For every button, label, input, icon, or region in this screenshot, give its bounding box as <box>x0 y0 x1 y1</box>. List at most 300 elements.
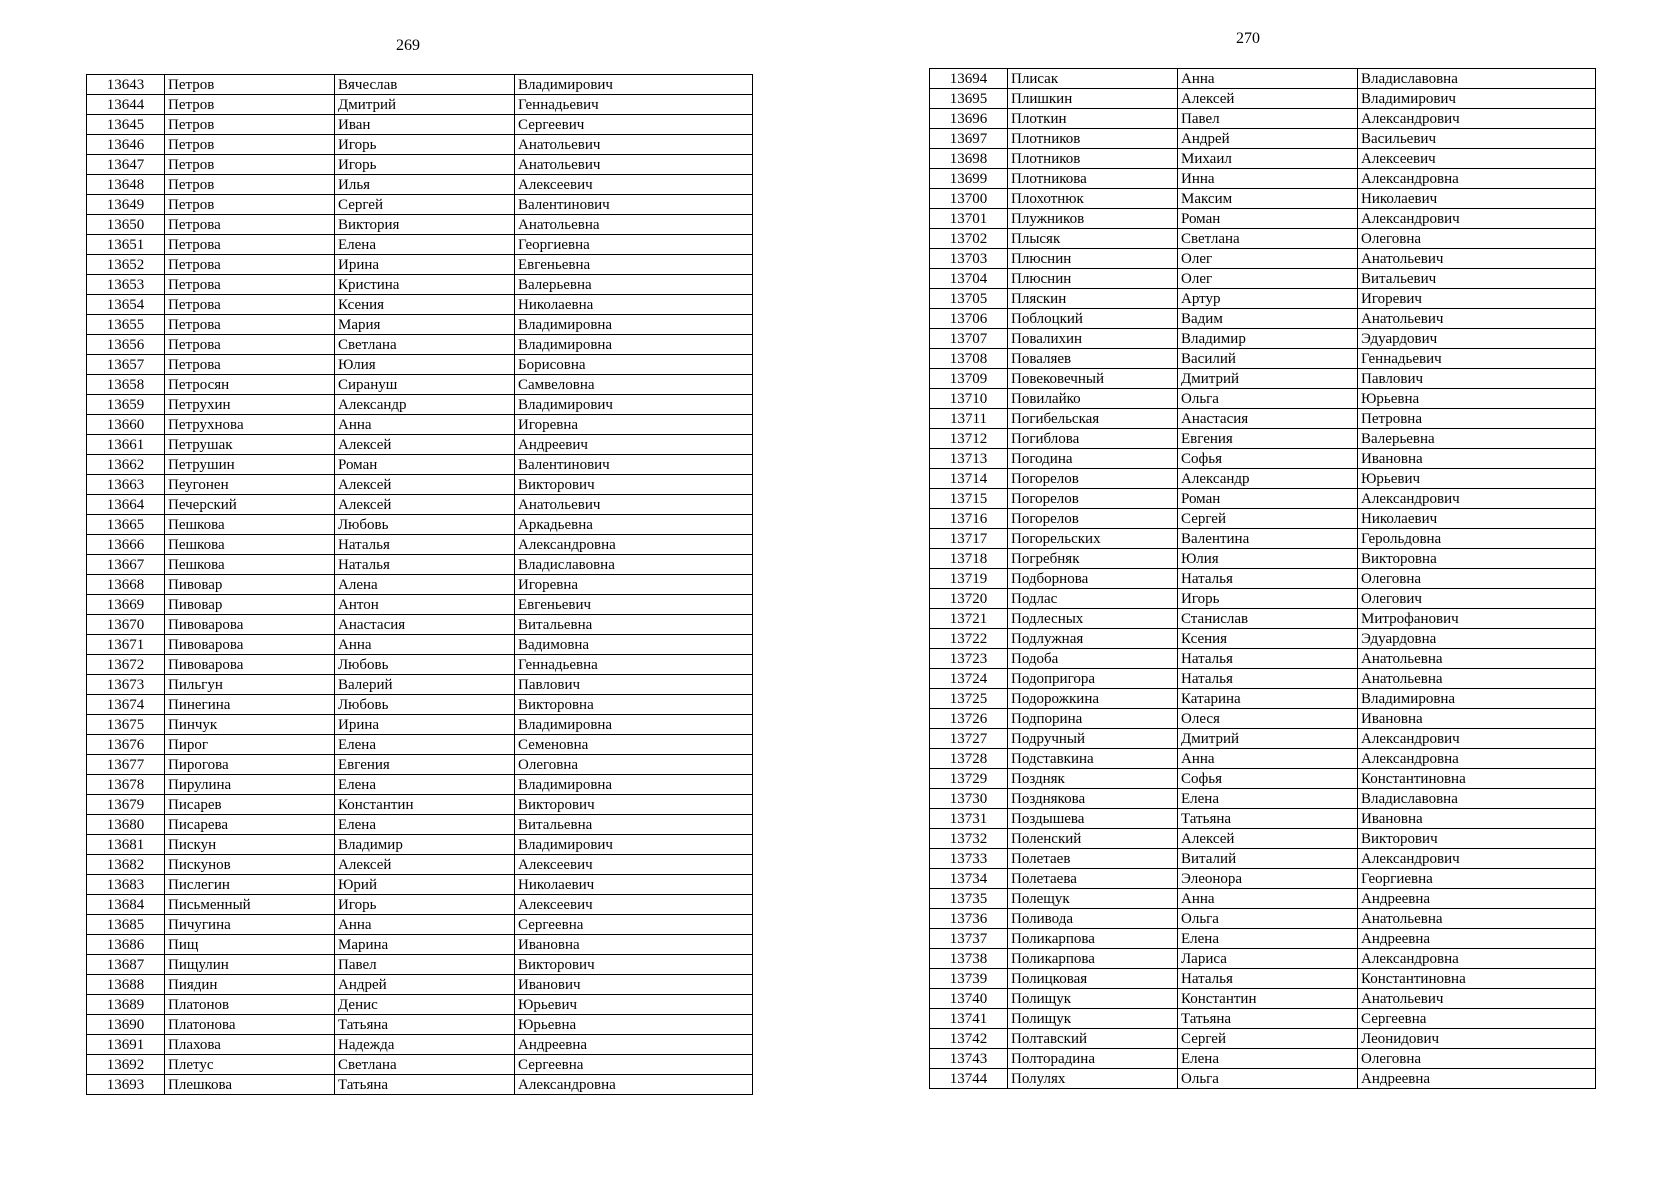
patronymic-cell: Игоревна <box>515 415 753 435</box>
first-name-cell: Юрий <box>335 875 515 895</box>
patronymic-cell: Анатольевич <box>1358 989 1596 1009</box>
record-number-cell: 13728 <box>930 749 1008 769</box>
first-name-cell: Лариса <box>1178 949 1358 969</box>
first-name-cell: Александр <box>1178 469 1358 489</box>
first-name-cell: Роман <box>1178 209 1358 229</box>
record-number-cell: 13698 <box>930 149 1008 169</box>
table-row <box>87 895 753 915</box>
patronymic-cell: Валентинович <box>515 455 753 475</box>
first-name-cell: Константин <box>1178 989 1358 1009</box>
first-name-cell: Андрей <box>1178 129 1358 149</box>
record-number-cell: 13704 <box>930 269 1008 289</box>
first-name-cell: Дмитрий <box>335 95 515 115</box>
record-number-cell: 13693 <box>87 1075 165 1095</box>
patronymic-cell: Викторовна <box>515 695 753 715</box>
record-number-cell: 13687 <box>87 955 165 975</box>
first-name-cell: Евгения <box>335 755 515 775</box>
surname-cell: Пивоварова <box>165 635 335 655</box>
table-row <box>930 469 1596 489</box>
surname-cell: Пивовар <box>165 595 335 615</box>
record-number-cell: 13715 <box>930 489 1008 509</box>
record-number-cell: 13741 <box>930 1009 1008 1029</box>
record-number-cell: 13706 <box>930 309 1008 329</box>
first-name-cell: Ксения <box>1178 629 1358 649</box>
table-row <box>87 75 753 95</box>
patronymic-cell: Валерьевна <box>1358 429 1596 449</box>
table-row <box>930 769 1596 789</box>
record-number-cell: 13719 <box>930 569 1008 589</box>
first-name-cell: Ирина <box>335 255 515 275</box>
first-name-cell: Кристина <box>335 275 515 295</box>
record-number-cell: 13664 <box>87 495 165 515</box>
surname-cell: Поздышева <box>1008 809 1178 829</box>
surname-cell: Петрова <box>165 335 335 355</box>
surname-cell: Полтавский <box>1008 1029 1178 1049</box>
patronymic-cell: Олеговна <box>1358 229 1596 249</box>
surname-cell: Пищулин <box>165 955 335 975</box>
patronymic-cell: Сергеевна <box>515 1055 753 1075</box>
first-name-cell: Олег <box>1178 269 1358 289</box>
surname-cell: Погорелов <box>1008 489 1178 509</box>
surname-cell: Писарева <box>165 815 335 835</box>
table-row <box>930 389 1596 409</box>
patronymic-cell: Анатольевна <box>1358 649 1596 669</box>
patronymic-cell: Викторович <box>515 475 753 495</box>
patronymic-cell: Юрьевна <box>515 1015 753 1035</box>
table-row <box>930 89 1596 109</box>
table-row <box>930 669 1596 689</box>
surname-cell: Полещук <box>1008 889 1178 909</box>
patronymic-cell: Евгеньевич <box>515 595 753 615</box>
first-name-cell: Иван <box>335 115 515 135</box>
table-row <box>930 429 1596 449</box>
patronymic-cell: Анатольевич <box>1358 249 1596 269</box>
patronymic-cell: Викторовна <box>1358 549 1596 569</box>
first-name-cell: Игорь <box>335 895 515 915</box>
surname-cell: Подопригора <box>1008 669 1178 689</box>
surname-cell: Полторадина <box>1008 1049 1178 1069</box>
surname-cell: Петросян <box>165 375 335 395</box>
patronymic-cell: Константиновна <box>1358 969 1596 989</box>
first-name-cell: Анна <box>335 915 515 935</box>
patronymic-cell: Олегович <box>1358 589 1596 609</box>
patronymic-cell: Павлович <box>515 675 753 695</box>
table-row <box>930 349 1596 369</box>
record-number-cell: 13679 <box>87 795 165 815</box>
surname-cell: Пищ <box>165 935 335 955</box>
record-number-cell: 13701 <box>930 209 1008 229</box>
first-name-cell: Артур <box>1178 289 1358 309</box>
surname-cell: Пинчук <box>165 715 335 735</box>
patronymic-cell: Васильевич <box>1358 129 1596 149</box>
table-row <box>930 609 1596 629</box>
surname-cell: Погибельская <box>1008 409 1178 429</box>
first-name-cell: Алексей <box>335 495 515 515</box>
patronymic-cell: Владимировна <box>515 775 753 795</box>
first-name-cell: Светлана <box>335 1055 515 1075</box>
table-row <box>87 135 753 155</box>
patronymic-cell: Николаевна <box>515 295 753 315</box>
record-number-cell: 13720 <box>930 589 1008 609</box>
surname-cell: Подборнова <box>1008 569 1178 589</box>
surname-cell: Пислегин <box>165 875 335 895</box>
surname-cell: Плотников <box>1008 149 1178 169</box>
first-name-cell: Софья <box>1178 769 1358 789</box>
first-name-cell: Олег <box>1178 249 1358 269</box>
table-row <box>87 1015 753 1035</box>
first-name-cell: Мария <box>335 315 515 335</box>
surname-cell: Петрушин <box>165 455 335 475</box>
surname-cell: Полетаев <box>1008 849 1178 869</box>
record-number-cell: 13673 <box>87 675 165 695</box>
table-row <box>87 915 753 935</box>
record-number-cell: 13733 <box>930 849 1008 869</box>
patronymic-cell: Валерьевна <box>515 275 753 295</box>
record-number-cell: 13740 <box>930 989 1008 1009</box>
patronymic-cell: Леонидович <box>1358 1029 1596 1049</box>
surname-cell: Пешкова <box>165 535 335 555</box>
first-name-cell: Сергей <box>335 195 515 215</box>
table-row <box>930 989 1596 1009</box>
patronymic-cell: Петровна <box>1358 409 1596 429</box>
surname-cell: Печерский <box>165 495 335 515</box>
table-row <box>930 329 1596 349</box>
table-row <box>930 589 1596 609</box>
record-number-cell: 13723 <box>930 649 1008 669</box>
first-name-cell: Виталий <box>1178 849 1358 869</box>
first-name-cell: Наталья <box>335 535 515 555</box>
patronymic-cell: Владимировна <box>1358 689 1596 709</box>
table-row <box>930 869 1596 889</box>
surname-cell: Плетус <box>165 1055 335 1075</box>
table-row <box>930 189 1596 209</box>
table-row <box>87 1035 753 1055</box>
first-name-cell: Валентина <box>1178 529 1358 549</box>
patronymic-cell: Александрович <box>1358 849 1596 869</box>
table-row <box>87 835 753 855</box>
record-number-cell: 13683 <box>87 875 165 895</box>
surname-cell: Поликарпова <box>1008 949 1178 969</box>
surname-cell: Пешкова <box>165 555 335 575</box>
table-row <box>87 335 753 355</box>
record-number-cell: 13668 <box>87 575 165 595</box>
patronymic-cell: Семеновна <box>515 735 753 755</box>
table-row <box>87 155 753 175</box>
patronymic-cell: Ивановна <box>515 935 753 955</box>
record-number-cell: 13653 <box>87 275 165 295</box>
surname-cell: Подпорина <box>1008 709 1178 729</box>
right-register-table <box>929 68 1596 1089</box>
first-name-cell: Максим <box>1178 189 1358 209</box>
first-name-cell: Константин <box>335 795 515 815</box>
record-number-cell: 13652 <box>87 255 165 275</box>
record-number-cell: 13737 <box>930 929 1008 949</box>
surname-cell: Плотников <box>1008 129 1178 149</box>
table-row <box>930 749 1596 769</box>
record-number-cell: 13663 <box>87 475 165 495</box>
first-name-cell: Алексей <box>335 435 515 455</box>
table-row <box>930 889 1596 909</box>
record-number-cell: 13711 <box>930 409 1008 429</box>
first-name-cell: Павел <box>335 955 515 975</box>
patronymic-cell: Игоревич <box>1358 289 1596 309</box>
surname-cell: Петрова <box>165 355 335 375</box>
patronymic-cell: Владиславовна <box>1358 69 1596 89</box>
patronymic-cell: Ивановна <box>1358 809 1596 829</box>
surname-cell: Плысяк <box>1008 229 1178 249</box>
first-name-cell: Денис <box>335 995 515 1015</box>
table-row <box>930 409 1596 429</box>
first-name-cell: Анастасия <box>335 615 515 635</box>
table-row <box>87 535 753 555</box>
patronymic-cell: Алексеевич <box>515 895 753 915</box>
first-name-cell: Алена <box>335 575 515 595</box>
surname-cell: Петрова <box>165 255 335 275</box>
patronymic-cell: Олеговна <box>515 755 753 775</box>
table-row <box>930 549 1596 569</box>
table-row <box>930 929 1596 949</box>
record-number-cell: 13666 <box>87 535 165 555</box>
table-row <box>87 995 753 1015</box>
surname-cell: Погорельских <box>1008 529 1178 549</box>
table-row <box>87 1075 753 1095</box>
table-row <box>930 449 1596 469</box>
first-name-cell: Анна <box>335 635 515 655</box>
record-number-cell: 13703 <box>930 249 1008 269</box>
patronymic-cell: Александровна <box>515 1075 753 1095</box>
record-number-cell: 13675 <box>87 715 165 735</box>
patronymic-cell: Андреевна <box>1358 929 1596 949</box>
patronymic-cell: Юрьевна <box>1358 389 1596 409</box>
first-name-cell: Татьяна <box>335 1075 515 1095</box>
first-name-cell: Алексей <box>335 855 515 875</box>
surname-cell: Петров <box>165 195 335 215</box>
table-row <box>87 815 753 835</box>
record-number-cell: 13736 <box>930 909 1008 929</box>
surname-cell: Плюснин <box>1008 269 1178 289</box>
first-name-cell: Любовь <box>335 695 515 715</box>
first-name-cell: Василий <box>1178 349 1358 369</box>
table-row <box>930 249 1596 269</box>
first-name-cell: Елена <box>335 815 515 835</box>
first-name-cell: Андрей <box>335 975 515 995</box>
first-name-cell: Инна <box>1178 169 1358 189</box>
first-name-cell: Ксения <box>335 295 515 315</box>
patronymic-cell: Николаевич <box>515 875 753 895</box>
record-number-cell: 13717 <box>930 529 1008 549</box>
table-row <box>930 269 1596 289</box>
table-row <box>930 309 1596 329</box>
first-name-cell: Елена <box>1178 789 1358 809</box>
patronymic-cell: Герольдовна <box>1358 529 1596 549</box>
record-number-cell: 13744 <box>930 1069 1008 1089</box>
record-number-cell: 13716 <box>930 509 1008 529</box>
surname-cell: Петрова <box>165 275 335 295</box>
first-name-cell: Антон <box>335 595 515 615</box>
record-number-cell: 13661 <box>87 435 165 455</box>
table-row <box>87 315 753 335</box>
surname-cell: Петрухин <box>165 395 335 415</box>
patronymic-cell: Олеговна <box>1358 569 1596 589</box>
surname-cell: Повалихин <box>1008 329 1178 349</box>
surname-cell: Пичугина <box>165 915 335 935</box>
surname-cell: Поздняк <box>1008 769 1178 789</box>
table-row <box>87 495 753 515</box>
first-name-cell: Владимир <box>335 835 515 855</box>
record-number-cell: 13735 <box>930 889 1008 909</box>
first-name-cell: Роман <box>1178 489 1358 509</box>
surname-cell: Плужников <box>1008 209 1178 229</box>
table-row <box>87 595 753 615</box>
first-name-cell: Дмитрий <box>1178 729 1358 749</box>
first-name-cell: Анастасия <box>1178 409 1358 429</box>
table-row <box>87 475 753 495</box>
patronymic-cell: Андреевна <box>515 1035 753 1055</box>
patronymic-cell: Витальевна <box>515 815 753 835</box>
table-row <box>930 109 1596 129</box>
surname-cell: Поваляев <box>1008 349 1178 369</box>
patronymic-cell: Георгиевна <box>515 235 753 255</box>
record-number-cell: 13724 <box>930 669 1008 689</box>
surname-cell: Петрова <box>165 315 335 335</box>
table-row <box>930 629 1596 649</box>
table-row <box>87 955 753 975</box>
table-row <box>930 569 1596 589</box>
record-number-cell: 13730 <box>930 789 1008 809</box>
surname-cell: Позднякова <box>1008 789 1178 809</box>
record-number-cell: 13713 <box>930 449 1008 469</box>
table-row <box>87 275 753 295</box>
patronymic-cell: Анатольевич <box>515 135 753 155</box>
record-number-cell: 13645 <box>87 115 165 135</box>
patronymic-cell: Александрович <box>1358 209 1596 229</box>
patronymic-cell: Алексеевич <box>515 175 753 195</box>
record-number-cell: 13708 <box>930 349 1008 369</box>
patronymic-cell: Витальевна <box>515 615 753 635</box>
record-number-cell: 13648 <box>87 175 165 195</box>
first-name-cell: Анна <box>1178 889 1358 909</box>
first-name-cell: Вячеслав <box>335 75 515 95</box>
record-number-cell: 13684 <box>87 895 165 915</box>
first-name-cell: Ольга <box>1178 389 1358 409</box>
first-name-cell: Анна <box>1178 69 1358 89</box>
first-name-cell: Юлия <box>1178 549 1358 569</box>
table-row <box>87 115 753 135</box>
surname-cell: Петров <box>165 175 335 195</box>
record-number-cell: 13671 <box>87 635 165 655</box>
surname-cell: Плохотнюк <box>1008 189 1178 209</box>
record-number-cell: 13651 <box>87 235 165 255</box>
table-row <box>87 875 753 895</box>
patronymic-cell: Владимирович <box>515 75 753 95</box>
patronymic-cell: Андреевич <box>515 435 753 455</box>
table-row <box>930 1049 1596 1069</box>
record-number-cell: 13677 <box>87 755 165 775</box>
patronymic-cell: Юрьевич <box>1358 469 1596 489</box>
table-row <box>87 375 753 395</box>
record-number-cell: 13670 <box>87 615 165 635</box>
table-row <box>87 95 753 115</box>
first-name-cell: Дмитрий <box>1178 369 1358 389</box>
surname-cell: Плотникова <box>1008 169 1178 189</box>
table-row <box>87 935 753 955</box>
patronymic-cell: Ивановна <box>1358 449 1596 469</box>
surname-cell: Подлужная <box>1008 629 1178 649</box>
record-number-cell: 13712 <box>930 429 1008 449</box>
record-number-cell: 13656 <box>87 335 165 355</box>
patronymic-cell: Геннадьевич <box>1358 349 1596 369</box>
patronymic-cell: Алексеевич <box>1358 149 1596 169</box>
surname-cell: Полицковая <box>1008 969 1178 989</box>
first-name-cell: Элеонора <box>1178 869 1358 889</box>
surname-cell: Погиблова <box>1008 429 1178 449</box>
patronymic-cell: Владимировна <box>515 715 753 735</box>
record-number-cell: 13686 <box>87 935 165 955</box>
surname-cell: Платонова <box>165 1015 335 1035</box>
table-row <box>930 789 1596 809</box>
record-number-cell: 13696 <box>930 109 1008 129</box>
patronymic-cell: Александрович <box>1358 489 1596 509</box>
patronymic-cell: Самвеловна <box>515 375 753 395</box>
first-name-cell: Софья <box>1178 449 1358 469</box>
record-number-cell: 13685 <box>87 915 165 935</box>
record-number-cell: 13658 <box>87 375 165 395</box>
patronymic-cell: Александрович <box>1358 109 1596 129</box>
table-row <box>87 1055 753 1075</box>
first-name-cell: Ольга <box>1178 1069 1358 1089</box>
surname-cell: Полулях <box>1008 1069 1178 1089</box>
record-number-cell: 13722 <box>930 629 1008 649</box>
table-row <box>87 635 753 655</box>
first-name-cell: Наталья <box>1178 569 1358 589</box>
surname-cell: Пискунов <box>165 855 335 875</box>
record-number-cell: 13710 <box>930 389 1008 409</box>
table-row <box>930 649 1596 669</box>
patronymic-cell: Александрович <box>1358 729 1596 749</box>
patronymic-cell: Борисовна <box>515 355 753 375</box>
patronymic-cell: Анатольевна <box>1358 909 1596 929</box>
patronymic-cell: Владимирович <box>515 395 753 415</box>
record-number-cell: 13734 <box>930 869 1008 889</box>
surname-cell: Полищук <box>1008 1009 1178 1029</box>
surname-cell: Подставкина <box>1008 749 1178 769</box>
surname-cell: Пивовар <box>165 575 335 595</box>
record-number-cell: 13697 <box>930 129 1008 149</box>
patronymic-cell: Эдуардович <box>1358 329 1596 349</box>
record-number-cell: 13714 <box>930 469 1008 489</box>
record-number-cell: 13688 <box>87 975 165 995</box>
patronymic-cell: Владимировна <box>515 315 753 335</box>
surname-cell: Пеугонен <box>165 475 335 495</box>
record-number-cell: 13654 <box>87 295 165 315</box>
table-row <box>87 435 753 455</box>
first-name-cell: Елена <box>335 735 515 755</box>
first-name-cell: Сергей <box>1178 509 1358 529</box>
first-name-cell: Анна <box>1178 749 1358 769</box>
surname-cell: Петрова <box>165 215 335 235</box>
surname-cell: Повилайко <box>1008 389 1178 409</box>
first-name-cell: Наталья <box>1178 649 1358 669</box>
surname-cell: Пивоварова <box>165 615 335 635</box>
record-number-cell: 13707 <box>930 329 1008 349</box>
surname-cell: Петрова <box>165 295 335 315</box>
table-row <box>930 149 1596 169</box>
patronymic-cell: Александровна <box>1358 749 1596 769</box>
patronymic-cell: Анатольевич <box>515 155 753 175</box>
record-number-cell: 13727 <box>930 729 1008 749</box>
record-number-cell: 13742 <box>930 1029 1008 1049</box>
patronymic-cell: Витальевич <box>1358 269 1596 289</box>
